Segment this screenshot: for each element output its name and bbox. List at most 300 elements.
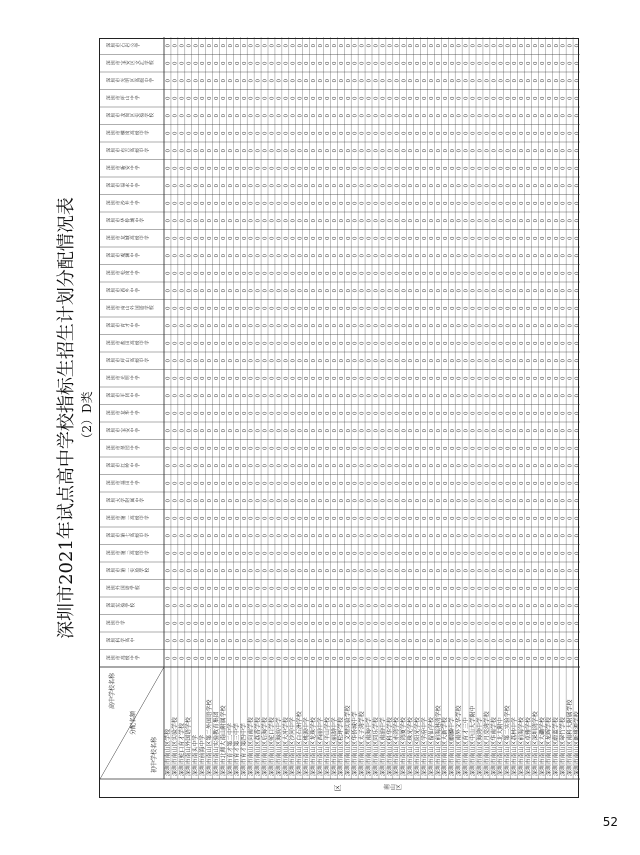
table-cell-value: 0 <box>214 411 221 415</box>
table-cell-value: 0 <box>519 306 526 310</box>
table-cell-value: 0 <box>456 289 463 293</box>
table-cell-value: 0 <box>255 79 262 83</box>
table-cell-value: 0 <box>234 639 241 643</box>
table-cell-value: 0 <box>435 464 442 468</box>
table-cell-value: 0 <box>338 604 345 608</box>
table-cell-value: 0 <box>200 446 207 450</box>
table-cell-value: 0 <box>290 324 297 328</box>
table-cell-value: 0 <box>311 114 318 118</box>
table-cell-value: 0 <box>574 44 581 48</box>
table-cell-value: 0 <box>269 254 276 258</box>
table-cell-value: 0 <box>214 394 221 398</box>
table-cell-value: 0 <box>539 376 546 380</box>
table-cell-value: 0 <box>290 306 297 310</box>
table-cell-value: 0 <box>526 254 533 258</box>
table-cell-value: 0 <box>318 114 325 118</box>
table-cell-value: 0 <box>449 254 456 258</box>
table-cell-value: 0 <box>394 551 401 555</box>
table-cell-value: 0 <box>567 254 574 258</box>
row-school-name: 深圳市南山区南外文华学校 <box>456 705 463 776</box>
table-cell-value: 0 <box>200 131 207 135</box>
table-cell-value: 0 <box>207 44 214 48</box>
table-cell-value: 0 <box>290 429 297 433</box>
table-cell-value: 0 <box>408 114 415 118</box>
table-cell-value: 0 <box>526 464 533 468</box>
table-cell-value: 0 <box>415 534 422 538</box>
column-header: 深圳市龙城高级中学 <box>106 235 150 241</box>
table-cell-value: 0 <box>262 411 269 415</box>
table-cell-value: 0 <box>484 324 491 328</box>
table-cell-value: 0 <box>248 79 255 83</box>
table-cell-value: 0 <box>179 446 186 450</box>
table-cell-value: 0 <box>463 639 470 643</box>
table-cell-value: 0 <box>491 411 498 415</box>
table-cell-value: 0 <box>290 61 297 65</box>
table-cell-value: 0 <box>498 149 505 153</box>
table-cell-value: 0 <box>352 429 359 433</box>
table-cell-value: 0 <box>442 359 449 363</box>
table-cell-value: 0 <box>311 341 318 345</box>
table-cell-value: 0 <box>345 604 352 608</box>
column-header: 深圳市新安中学 <box>106 165 140 171</box>
table-cell-value: 0 <box>477 551 484 555</box>
table-cell-value: 0 <box>429 516 436 520</box>
table-cell-value: 0 <box>553 446 560 450</box>
table-cell-value: 0 <box>359 586 366 590</box>
table-cell-value: 0 <box>505 254 512 258</box>
table-cell-value: 0 <box>519 96 526 100</box>
table-cell-value: 0 <box>331 184 338 188</box>
table-cell-value: 0 <box>491 96 498 100</box>
table-cell-value: 0 <box>373 114 380 118</box>
table-cell-value: 0 <box>539 499 546 503</box>
column-header: 深圳市第七高级中学 <box>106 533 150 539</box>
table-cell-value: 0 <box>165 639 172 643</box>
row-school-name: 深圳市南山区阳光学校 <box>415 717 422 776</box>
table-cell-value: 0 <box>366 184 373 188</box>
table-cell-value: 0 <box>172 254 179 258</box>
table-cell-value: 0 <box>193 96 200 100</box>
table-cell-value: 0 <box>318 166 325 170</box>
table-cell-value: 0 <box>484 184 491 188</box>
table-cell-value: 0 <box>442 604 449 608</box>
table-cell-value: 0 <box>512 131 519 135</box>
table-cell-value: 0 <box>283 446 290 450</box>
table-cell-value: 0 <box>262 569 269 573</box>
table-cell-value: 0 <box>526 481 533 485</box>
table-cell-value: 0 <box>283 201 290 205</box>
table-cell-value: 0 <box>449 166 456 170</box>
table-cell-value: 0 <box>269 499 276 503</box>
table-cell-value: 0 <box>484 289 491 293</box>
table-cell-value: 0 <box>560 44 567 48</box>
table-cell-value: 0 <box>338 341 345 345</box>
table-cell-value: 0 <box>262 551 269 555</box>
table-cell-value: 0 <box>234 79 241 83</box>
table-cell-value: 0 <box>491 499 498 503</box>
table-cell-value: 0 <box>484 166 491 170</box>
table-cell-value: 0 <box>456 271 463 275</box>
table-cell-value: 0 <box>304 656 311 660</box>
table-cell-value: 0 <box>435 324 442 328</box>
table-cell-value: 0 <box>283 586 290 590</box>
table-cell-value: 0 <box>352 254 359 258</box>
table-cell-value: 0 <box>331 516 338 520</box>
table-cell-value: 0 <box>512 271 519 275</box>
table-cell-value: 0 <box>276 289 283 293</box>
table-cell-value: 0 <box>477 114 484 118</box>
table-cell-value: 0 <box>380 96 387 100</box>
table-cell-value: 0 <box>269 149 276 153</box>
table-cell-value: 0 <box>234 516 241 520</box>
table-cell-value: 0 <box>276 149 283 153</box>
table-cell-value: 0 <box>262 499 269 503</box>
table-cell-value: 0 <box>484 656 491 660</box>
table-cell-value: 0 <box>200 306 207 310</box>
column-header: 深圳市福永中学 <box>106 183 140 189</box>
table-cell-value: 0 <box>463 481 470 485</box>
table-cell-value: 0 <box>214 481 221 485</box>
table-cell-value: 0 <box>262 289 269 293</box>
table-cell-value: 0 <box>359 446 366 450</box>
table-cell-value: 0 <box>463 219 470 223</box>
table-cell-value: 0 <box>429 201 436 205</box>
table-cell-value: 0 <box>498 201 505 205</box>
table-cell-value: 0 <box>227 219 234 223</box>
table-cell-value: 0 <box>276 586 283 590</box>
table-cell-value: 0 <box>539 219 546 223</box>
table-cell-value: 0 <box>533 61 540 65</box>
table-cell-value: 0 <box>512 656 519 660</box>
table-cell-value: 0 <box>505 184 512 188</box>
table-cell-value: 0 <box>366 149 373 153</box>
table-cell-value: 0 <box>560 289 567 293</box>
table-cell-value: 0 <box>366 639 373 643</box>
table-cell-value: 0 <box>283 184 290 188</box>
table-cell-value: 0 <box>442 446 449 450</box>
table-cell-value: 0 <box>449 446 456 450</box>
table-cell-value: 0 <box>227 604 234 608</box>
table-cell-value: 0 <box>304 131 311 135</box>
table-cell-value: 0 <box>491 306 498 310</box>
table-cell-value: 0 <box>422 254 429 258</box>
table-cell-value: 0 <box>408 289 415 293</box>
table-cell-value: 0 <box>456 411 463 415</box>
table-cell-value: 0 <box>221 376 228 380</box>
table-cell-value: 0 <box>380 254 387 258</box>
table-cell-value: 0 <box>442 324 449 328</box>
column-header: 深圳市翠园中学 <box>106 445 140 451</box>
table-cell-value: 0 <box>241 306 248 310</box>
table-cell-value: 0 <box>387 394 394 398</box>
table-cell-value: 0 <box>193 656 200 660</box>
table-cell-value: 0 <box>408 61 415 65</box>
table-cell-value: 0 <box>276 201 283 205</box>
table-cell-value: 0 <box>359 114 366 118</box>
table-cell-value: 0 <box>352 184 359 188</box>
table-cell-value: 0 <box>193 341 200 345</box>
table-cell-value: 0 <box>304 79 311 83</box>
table-cell-value: 0 <box>290 114 297 118</box>
table-cell-value: 0 <box>366 201 373 205</box>
table-cell-value: 0 <box>463 271 470 275</box>
table-cell-value: 0 <box>352 44 359 48</box>
table-cell-value: 0 <box>401 429 408 433</box>
table-cell-value: 0 <box>325 271 332 275</box>
table-cell-value: 0 <box>331 429 338 433</box>
table-cell-value: 0 <box>283 481 290 485</box>
table-cell-value: 0 <box>193 481 200 485</box>
table-cell-value: 0 <box>519 61 526 65</box>
table-cell-value: 0 <box>241 131 248 135</box>
table-cell-value: 0 <box>470 271 477 275</box>
table-cell-value: 0 <box>338 586 345 590</box>
table-cell-value: 0 <box>533 394 540 398</box>
table-cell-value: 0 <box>553 61 560 65</box>
table-cell-value: 0 <box>574 271 581 275</box>
table-cell-value: 0 <box>553 376 560 380</box>
table-cell-value: 0 <box>262 604 269 608</box>
table-cell-value: 0 <box>567 61 574 65</box>
table-cell-value: 0 <box>567 569 574 573</box>
table-cell-value: 0 <box>429 639 436 643</box>
table-cell-value: 0 <box>221 639 228 643</box>
table-cell-value: 0 <box>338 656 345 660</box>
table-cell-value: 0 <box>283 429 290 433</box>
table-cell-value: 0 <box>505 394 512 398</box>
table-cell-value: 0 <box>422 516 429 520</box>
table-cell-value: 0 <box>262 534 269 538</box>
table-cell-value: 0 <box>200 411 207 415</box>
table-cell-value: 0 <box>456 184 463 188</box>
table-cell-value: 0 <box>290 254 297 258</box>
table-cell-value: 0 <box>338 429 345 433</box>
table-cell-value: 0 <box>227 551 234 555</box>
table-cell-value: 0 <box>422 79 429 83</box>
table-cell-value: 0 <box>512 499 519 503</box>
table-cell-value: 0 <box>526 551 533 555</box>
table-cell-value: 0 <box>491 359 498 363</box>
table-cell-value: 0 <box>477 569 484 573</box>
table-cell-value: 0 <box>442 271 449 275</box>
table-cell-value: 0 <box>394 499 401 503</box>
table-cell-value: 0 <box>366 114 373 118</box>
table-cell-value: 0 <box>422 61 429 65</box>
table-cell-value: 0 <box>221 569 228 573</box>
table-cell-value: 0 <box>533 324 540 328</box>
table-cell-value: 0 <box>574 481 581 485</box>
table-cell-value: 0 <box>262 166 269 170</box>
table-cell-value: 0 <box>241 271 248 275</box>
table-cell-value: 0 <box>262 446 269 450</box>
table-cell-value: 0 <box>574 429 581 433</box>
table-cell-value: 0 <box>498 341 505 345</box>
table-cell-value: 0 <box>512 236 519 240</box>
table-cell-value: 0 <box>366 96 373 100</box>
table-cell-value: 0 <box>255 464 262 468</box>
table-cell-value: 0 <box>477 149 484 153</box>
table-cell-value: 0 <box>269 184 276 188</box>
table-cell-value: 0 <box>498 271 505 275</box>
table-cell-value: 0 <box>415 429 422 433</box>
table-cell-value: 0 <box>512 184 519 188</box>
table-cell-value: 0 <box>394 201 401 205</box>
table-cell-value: 0 <box>449 639 456 643</box>
table-cell-value: 0 <box>248 131 255 135</box>
table-cell-value: 0 <box>463 79 470 83</box>
table-cell-value: 0 <box>415 61 422 65</box>
table-cell-value: 0 <box>477 166 484 170</box>
table-cell-value: 0 <box>325 359 332 363</box>
table-cell-value: 0 <box>429 499 436 503</box>
table-cell-value: 0 <box>269 516 276 520</box>
table-cell-value: 0 <box>470 586 477 590</box>
table-cell-value: 0 <box>394 429 401 433</box>
table-cell-value: 0 <box>484 604 491 608</box>
row-school-name: 深圳市南山区留仙学校 <box>428 717 435 776</box>
table-cell-value: 0 <box>401 289 408 293</box>
table-cell-value: 0 <box>484 271 491 275</box>
table-cell-value: 0 <box>214 166 221 170</box>
table-cell-value: 0 <box>165 656 172 660</box>
table-cell-value: 0 <box>227 61 234 65</box>
table-cell-value: 0 <box>227 429 234 433</box>
table-cell-value: 0 <box>519 289 526 293</box>
table-cell-value: 0 <box>498 534 505 538</box>
row-school-name: 深圳市南山区大磡学校 <box>539 717 546 776</box>
table-cell-value: 0 <box>408 376 415 380</box>
table-cell-value: 0 <box>394 306 401 310</box>
table-cell-value: 0 <box>463 604 470 608</box>
table-cell-value: 0 <box>338 359 345 363</box>
table-cell-value: 0 <box>408 254 415 258</box>
table-cell-value: 0 <box>539 149 546 153</box>
table-cell-value: 0 <box>415 569 422 573</box>
table-cell-value: 0 <box>380 569 387 573</box>
table-cell-value: 0 <box>186 534 193 538</box>
table-cell-value: 0 <box>512 621 519 625</box>
table-cell-value: 0 <box>449 289 456 293</box>
table-cell-value: 0 <box>345 61 352 65</box>
row-school-name: 深圳市南山区卓雅学校 <box>525 717 532 776</box>
table-cell-value: 0 <box>373 499 380 503</box>
table-cell-value: 0 <box>255 236 262 240</box>
table-cell-value: 0 <box>463 254 470 258</box>
table-cell-value: 0 <box>401 411 408 415</box>
table-cell-value: 0 <box>533 446 540 450</box>
corner-label-0: 高中学校名称 <box>109 673 116 710</box>
table-cell-value: 0 <box>345 341 352 345</box>
table-cell-value: 0 <box>179 621 186 625</box>
table-cell-value: 0 <box>512 254 519 258</box>
table-cell-value: 0 <box>290 184 297 188</box>
table-cell-value: 0 <box>290 394 297 398</box>
table-cell-value: 0 <box>179 656 186 660</box>
table-cell-value: 0 <box>463 341 470 345</box>
page-number: 52 <box>602 815 618 829</box>
table-cell-value: 0 <box>172 464 179 468</box>
table-cell-value: 0 <box>380 79 387 83</box>
table-cell-value: 0 <box>318 499 325 503</box>
table-cell-value: 0 <box>290 586 297 590</box>
table-cell-value: 0 <box>491 201 498 205</box>
table-cell-value: 0 <box>221 516 228 520</box>
table-cell-value: 0 <box>463 394 470 398</box>
table-cell-value: 0 <box>415 551 422 555</box>
table-cell-value: 0 <box>546 341 553 345</box>
table-cell-value: 0 <box>484 201 491 205</box>
table-cell-value: 0 <box>470 656 477 660</box>
table-cell-value: 0 <box>276 96 283 100</box>
table-cell-value: 0 <box>435 271 442 275</box>
table-cell-value: 0 <box>415 639 422 643</box>
table-cell-value: 0 <box>449 516 456 520</box>
table-cell-value: 0 <box>304 429 311 433</box>
table-cell-value: 0 <box>269 271 276 275</box>
table-cell-value: 0 <box>234 61 241 65</box>
corner-label-1: 分配名额 <box>130 710 137 736</box>
table-cell-value: 0 <box>311 271 318 275</box>
table-cell-value: 0 <box>498 114 505 118</box>
table-cell-value: 0 <box>172 96 179 100</box>
table-cell-value: 0 <box>276 184 283 188</box>
table-cell-value: 0 <box>283 61 290 65</box>
table-cell-value: 0 <box>484 341 491 345</box>
table-cell-value: 0 <box>179 184 186 188</box>
table-cell-value: 0 <box>345 621 352 625</box>
table-cell-value: 0 <box>186 516 193 520</box>
table-cell-value: 0 <box>255 551 262 555</box>
table-cell-value: 0 <box>512 639 519 643</box>
table-cell-value: 0 <box>338 481 345 485</box>
column-header: 深圳市南山外国语学校 <box>106 305 154 311</box>
table-cell-value: 0 <box>207 621 214 625</box>
table-cell-value: 0 <box>283 516 290 520</box>
table-cell-value: 0 <box>207 569 214 573</box>
table-cell-value: 0 <box>248 429 255 433</box>
table-cell-value: 0 <box>338 446 345 450</box>
table-cell-value: 0 <box>283 254 290 258</box>
row-school-name: 深圳市南山区白石洲学校 <box>297 711 304 776</box>
table-cell-value: 0 <box>193 149 200 153</box>
table-cell-value: 0 <box>539 656 546 660</box>
table-cell-value: 0 <box>165 79 172 83</box>
table-cell-value: 0 <box>214 254 221 258</box>
table-cell-value: 0 <box>193 569 200 573</box>
table-cell-value: 0 <box>359 184 366 188</box>
table-cell-value: 0 <box>311 411 318 415</box>
table-cell-value: 0 <box>179 499 186 503</box>
table-cell-value: 0 <box>484 359 491 363</box>
table-cell-value: 0 <box>526 639 533 643</box>
table-cell-value: 0 <box>394 324 401 328</box>
table-cell-value: 0 <box>345 289 352 293</box>
table-cell-value: 0 <box>283 219 290 223</box>
table-cell-value: 0 <box>297 481 304 485</box>
table-cell-value: 0 <box>165 516 172 520</box>
column-header: 深圳市宝安区文汇学校 <box>106 60 154 66</box>
table-cell-value: 0 <box>491 639 498 643</box>
table-cell-value: 0 <box>269 586 276 590</box>
table-cell-value: 0 <box>456 201 463 205</box>
table-cell-value: 0 <box>165 166 172 170</box>
table-cell-value: 0 <box>325 254 332 258</box>
table-cell-value: 0 <box>553 481 560 485</box>
table-cell-value: 0 <box>214 516 221 520</box>
table-cell-value: 0 <box>241 254 248 258</box>
table-cell-value: 0 <box>186 569 193 573</box>
table-cell-value: 0 <box>207 324 214 328</box>
